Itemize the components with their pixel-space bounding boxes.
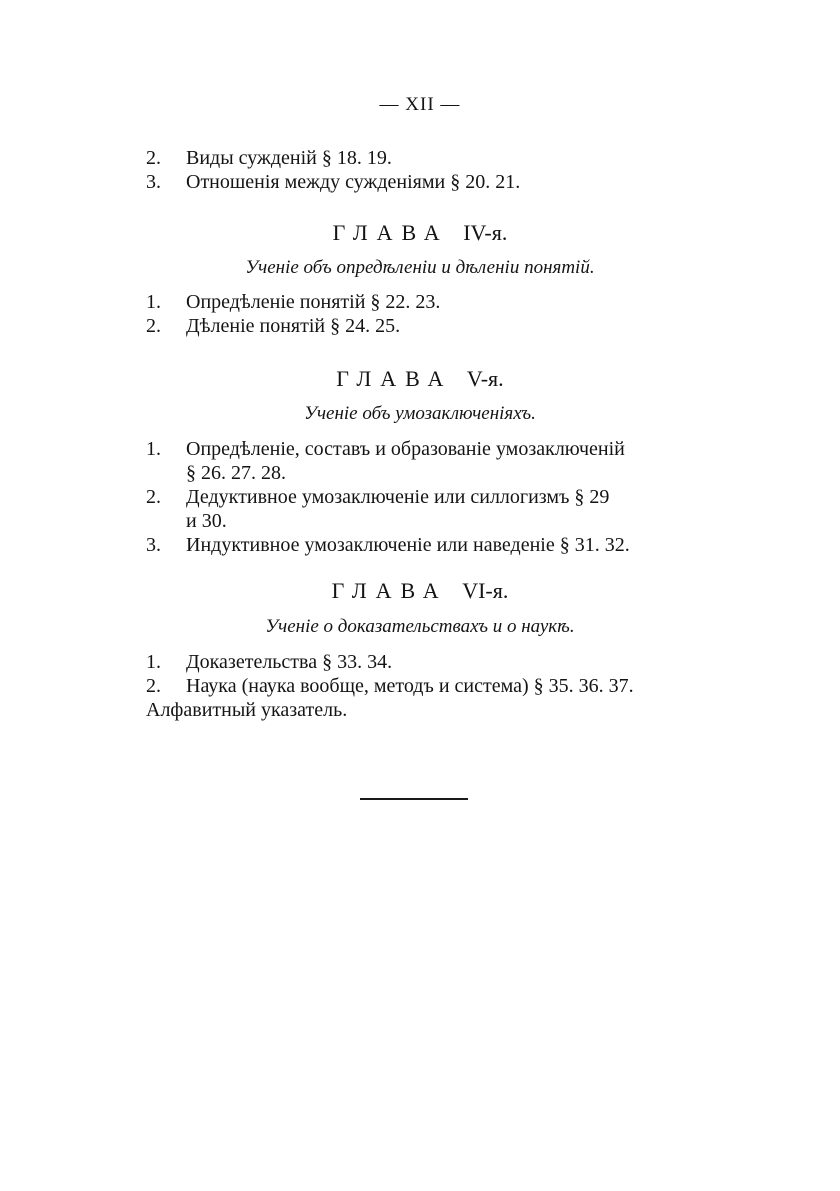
chapter-number: VI-я. — [462, 578, 509, 603]
entry-text: Доказетельства § 33. 34. — [186, 651, 393, 673]
chapter-5-list — [146, 437, 706, 557]
chapter-6-subtitle: Ученіе о доказательствахъ и о наукѣ. — [265, 616, 575, 637]
entry-word: Дедуктивное — [186, 486, 297, 508]
entry-number: 2. — [146, 147, 161, 169]
entry-text: Дѣленіе понятій § 24. 25. — [186, 315, 401, 337]
closing-rule — [360, 798, 468, 800]
entry-word: составъ — [304, 438, 371, 460]
entry-word: умозаключеніе — [301, 486, 429, 508]
entry-number: 1. — [146, 438, 161, 460]
chapter-6-list — [146, 650, 706, 722]
entry-text-line-2: и 30. — [186, 510, 227, 532]
toc-entry — [146, 146, 706, 170]
toc-entry — [146, 314, 706, 338]
entry-word: Опредѣленіе, — [186, 438, 300, 460]
chapter-4-title — [0, 220, 840, 246]
entry-number: 2. — [146, 315, 161, 337]
entry-word: и — [375, 438, 386, 460]
chapter-heading-word: ГЛАВА — [331, 578, 448, 603]
chapter-5-subtitle: Ученіе объ умозаключеніяхъ. — [304, 403, 536, 424]
chapter-4-list — [146, 290, 706, 338]
chapter-heading-word: ГЛАВА — [336, 366, 453, 391]
entry-text-line-1 — [186, 485, 690, 509]
entry-word: силлогизмъ — [470, 486, 570, 508]
entry-word: § — [574, 486, 585, 508]
entry-text-line-2: § 26. 27. 28. — [186, 462, 286, 484]
entry-text: Наука (наука вообще, методъ и система) § 35. 36. 37. — [186, 675, 634, 697]
chapter-number: IV-я. — [463, 220, 508, 245]
chapter-6-title — [0, 578, 840, 604]
entry-number: 3. — [146, 534, 161, 556]
entry-text-line-1 — [186, 437, 690, 461]
entry-text: Виды сужденій § 18. 19. — [186, 147, 392, 169]
entry-text: Индуктивное умозаключеніе или наведеніе § 31. 32. — [186, 534, 630, 556]
toc-entry — [146, 533, 706, 557]
entry-text: Отношенія между сужденіями § 20. 21. — [186, 171, 521, 193]
toc-entry — [146, 290, 706, 314]
entry-number: 2. — [146, 486, 161, 508]
entry-word: или — [433, 486, 466, 508]
toc-entry — [146, 674, 706, 698]
entry-text: Опредѣленіе понятій § 22. 23. — [186, 291, 441, 313]
chapter-4-subtitle: Ученіе объ опредѣленіи и дѣленіи понятій. — [245, 257, 595, 278]
entry-number: 1. — [146, 651, 161, 673]
chapter-3-continuation — [146, 146, 706, 194]
entry-word: 29 — [589, 486, 610, 508]
toc-entry — [146, 650, 706, 674]
toc-entry — [146, 485, 706, 533]
alphabetical-index-entry: Алфавитный указатель. — [146, 699, 348, 721]
entry-number: 2. — [146, 675, 161, 697]
chapter-5-title — [0, 366, 840, 392]
entry-word: умозаключеній — [495, 438, 625, 460]
entry-number: 1. — [146, 291, 161, 313]
chapter-heading-word: ГЛАВА — [332, 220, 449, 245]
entry-number: 3. — [146, 171, 161, 193]
chapter-number: V-я. — [466, 366, 504, 391]
page-number: — XII — — [379, 94, 461, 115]
toc-entry — [146, 170, 706, 194]
toc-entry — [146, 437, 706, 485]
entry-word: образованіе — [390, 438, 491, 460]
